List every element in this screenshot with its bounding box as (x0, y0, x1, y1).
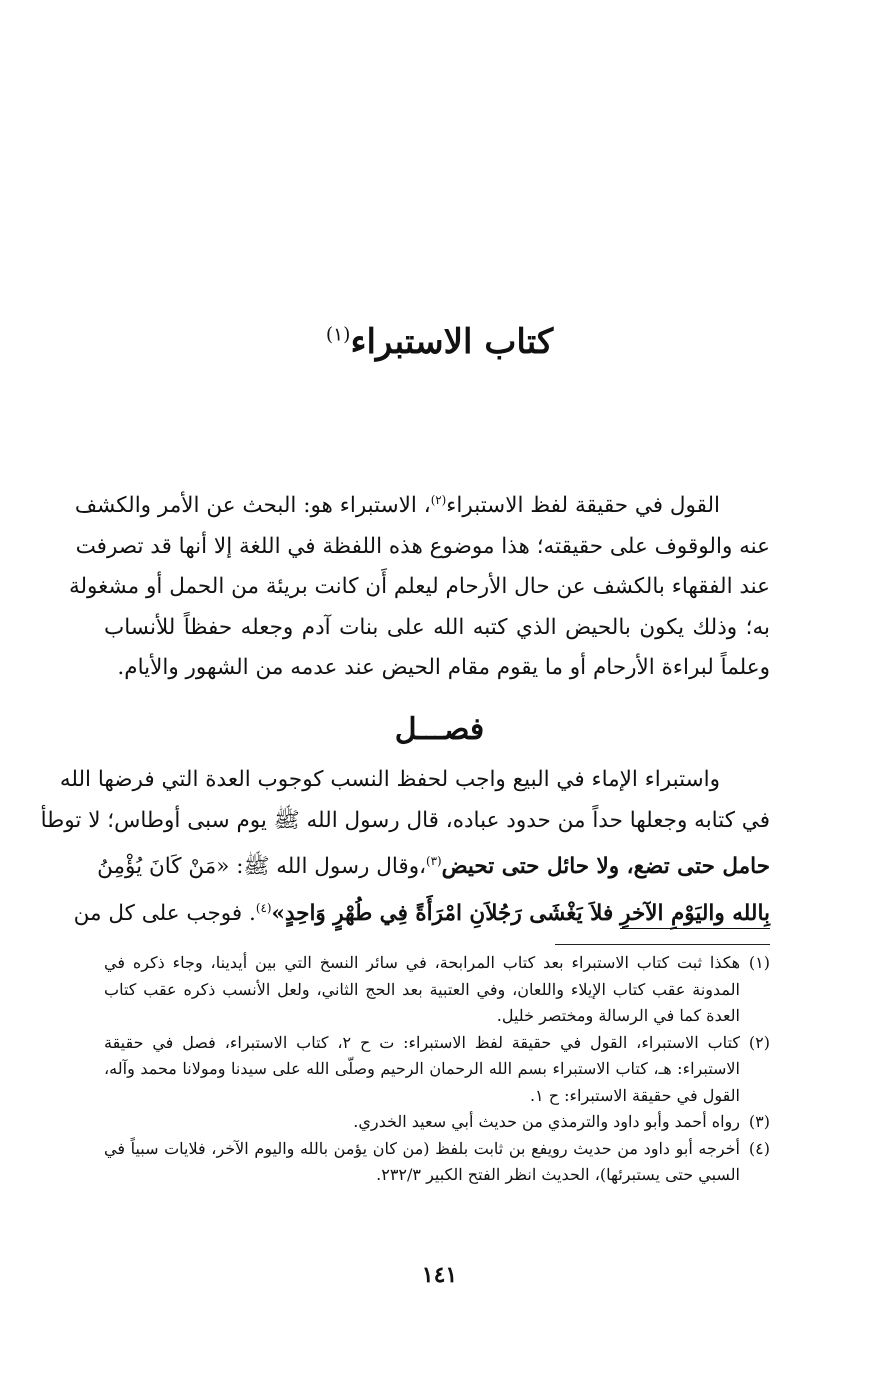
hadith-text-1: حامل حتى تضع، ولا حائل حتى تحيض (441, 854, 770, 880)
footnote-line: السبي حتى يستبرئها)، الحديث انظر الفتح الكبير ٢٣٢/٣. (376, 1165, 740, 1184)
footnote-number: (٢) (748, 1032, 770, 1052)
intro-paragraph (68, 480, 770, 689)
hadith-text-2a: بِالله واليَوْمِ الآخرِ (620, 901, 770, 929)
section-line-2: في كتابه وجعلها حداً من حدود عباده، قال رسول الله ﷺ يوم سبى أوطاس؛ لا توطأ (40, 807, 770, 833)
footnote-line: هكذا ثبت كتاب الاستبراء بعد كتاب المرابحة، في سائر النسخ التي بين أيدينا، وجاء ذكره في (104, 953, 741, 972)
footnote-number: (٤) (748, 1138, 770, 1158)
footnote-text (104, 950, 740, 1030)
section-line-4 (73, 888, 770, 935)
footnote-line: العدة كما في الرسالة ومختصر خليل. (496, 1006, 740, 1025)
footnote-separator (555, 944, 770, 945)
footnote-line: القول في حقيقة الاستبراء: ح ١. (529, 1085, 740, 1105)
chapter-title (0, 322, 879, 362)
footnote-number: (١) (748, 953, 770, 972)
intro-line-1-text: القول في حقيقة لفظ الاستبراء (446, 493, 720, 519)
intro-line-1-rest: ، الاستبراء هو: البحث عن الأمر والكشف (74, 493, 431, 519)
footnote-line: المدونة عقب كتاب الإيلاء واللعان، وفي العتبية بعد الحج الثاني، ولعل الأنسب ذكره عقب كتاب (104, 979, 740, 999)
section-paragraph (40, 760, 770, 934)
footnote-ref-2: (٢) (430, 493, 447, 507)
footnote-line: كتاب الاستبراء، القول في حقيقة لفظ الاستبراء: ت ح ٢، كتاب الاستبراء، فصل في حقيقة (104, 1032, 740, 1052)
footnote-line: رواه أحمد وأبو داود والترمذي من حديث أبي سعيد الخدري. (353, 1112, 740, 1131)
hadith-text-2b: فلاَ يَغْشَى رَجُلاَنِ امْرَأَةً فِي طُهْرٍ وَاحِدٍ» (271, 900, 614, 926)
section-heading: فصـــل (394, 712, 485, 747)
intro-line-1 (74, 480, 770, 527)
section-line-3-rest: ،وقال رسول الله ﷺ: «مَنْ كَانَ يُؤْمِنُ (97, 854, 427, 880)
intro-line-5: وعلماً لبراءة الأرحام أو ما يقوم مقام الحيض عند عدمه من الشهور والأيام. (117, 655, 770, 681)
footnote-4 (104, 1136, 770, 1189)
footnote-line: أخرجه أبو داود من حديث رويفع بن ثابت بلفظ (من كان يؤمن بالله واليوم الآخر، فلايات سبياً في (104, 1138, 740, 1158)
chapter-title-text: كتاب الاستبراء (350, 322, 554, 362)
intro-line-3: عند الفقهاء بالكشف عن حال الأرحام ليعلم أَن كانت بريئة من الحمل أو مشغولة (68, 574, 770, 600)
footnote-text (104, 1136, 740, 1189)
intro-line-2: عنه والوقوف على حقيقته؛ هذا موضوع هذه اللفظة في اللغة إلا أنها قد تصرفت (75, 533, 770, 559)
section-line-3 (97, 841, 770, 888)
footnote-ref-3: (٣) (426, 854, 442, 868)
footnote-text (104, 1030, 740, 1110)
footnote-3 (104, 1109, 770, 1136)
footnotes (104, 950, 770, 1189)
footnote-number: (٣) (748, 1112, 770, 1131)
section-line-4-rest: . فوجب على كل من (73, 900, 256, 926)
section-line-1: واستبراء الإماء في البيع واجب لحفظ النسب كوجوب العدة التي فرضها الله (59, 767, 720, 792)
footnote-1 (104, 950, 770, 1030)
page-number: ١٤١ (421, 1262, 458, 1288)
footnote-text (104, 1109, 740, 1136)
footnote-line: الاستبراء: هـ، كتاب الاستبراء بسم الله الرحمان الرحيم وصلّى الله على سيدنا ومولانا محمد وآله، (104, 1059, 740, 1078)
footnote-ref-4: (٤) (255, 900, 272, 915)
footnote-2 (104, 1030, 770, 1110)
chapter-title-footnote-ref: (١) (325, 324, 351, 346)
intro-line-4: به؛ وذلك يكون بالحيض الذي كتبه الله على بنات آدم وجعله حفظاً للأنساب (104, 614, 770, 640)
